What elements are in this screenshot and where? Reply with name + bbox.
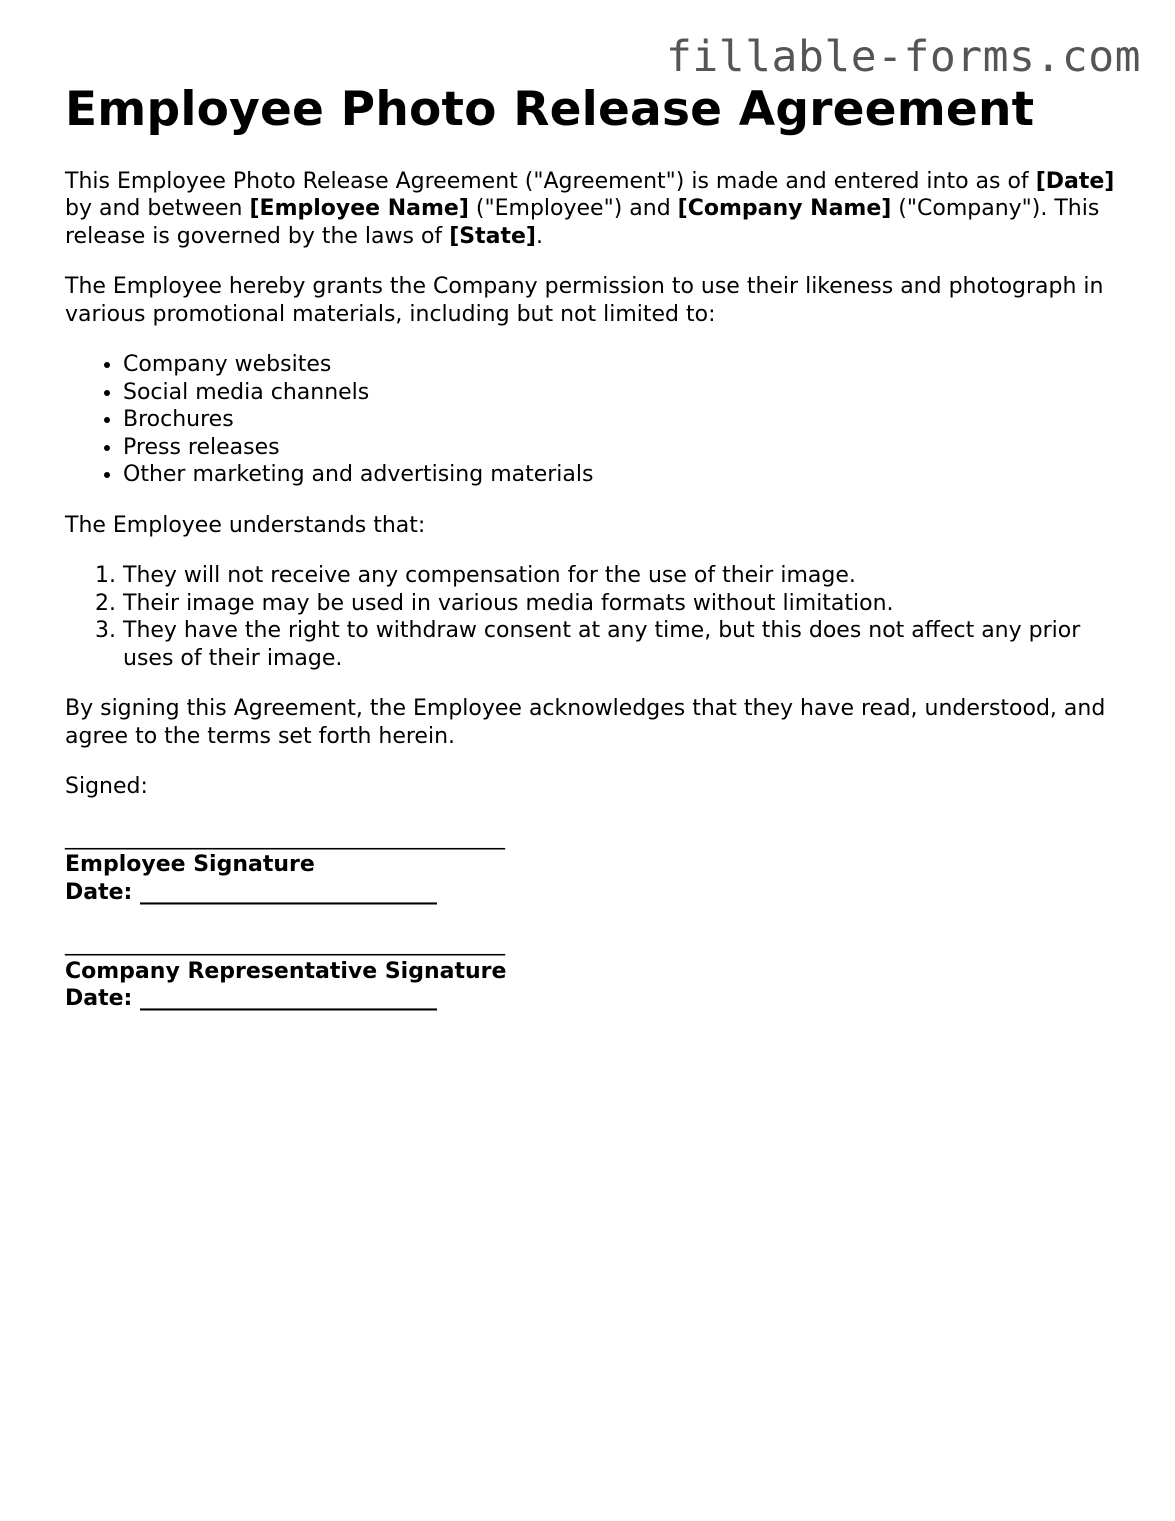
page-title: Employee Photo Release Agreement: [65, 82, 1035, 137]
employee-signature-label: Employee Signature: [65, 852, 315, 878]
acknowledgement-paragraph: By signing this Agreement, the Employee acknowledges that they have read, understood, and agree to the terms set forth herein.: [65, 696, 1106, 749]
document-page: [65, 84, 1115, 1037]
employee-signature-line[interactable]: ________________________________________: [65, 824, 505, 850]
company-date-label: Date:: [65, 986, 141, 1012]
list-item: • Brochures: [123, 406, 1115, 434]
intro-text-2: by and between: [65, 196, 250, 222]
watermark-logo: fillable-forms.com: [666, 32, 1141, 82]
list-item: • Other marketing and advertising materials: [123, 461, 1115, 489]
company-date-line[interactable]: ___________________________: [140, 986, 438, 1012]
list-item: • Company websites: [123, 351, 1115, 379]
understands-heading: The Employee understands that:: [65, 512, 426, 538]
employee-date-label: Date:: [65, 879, 141, 905]
state-placeholder: [State]: [449, 223, 536, 249]
uses-list: [65, 351, 1115, 489]
company-date-row: [65, 985, 1115, 1013]
list-item: 2. Their image may be used in various media formats without limitation.: [123, 590, 1115, 618]
employee-date-line[interactable]: ___________________________: [140, 879, 438, 905]
company-signature-line[interactable]: ________________________________________: [65, 931, 505, 957]
intro-text-4: ("Company"). This release is governed by the laws of: [65, 196, 1100, 249]
date-placeholder: [Date]: [1035, 168, 1115, 194]
employee-signature-block: [65, 824, 1115, 907]
list-item: • Social media channels: [123, 379, 1115, 407]
intro-paragraph: [65, 168, 1115, 251]
intro-text-5: .: [535, 223, 543, 249]
understands-list: [65, 562, 1115, 672]
list-item: 3. They have the right to withdraw consent at any time, but this does not affect any prior uses of their image.: [123, 617, 1115, 672]
grant-paragraph: The Employee hereby grants the Company permission to use their likeness and photograph in various promotional materials, including but not limited to:: [65, 274, 1104, 327]
signed-label: Signed:: [65, 774, 148, 800]
employee-name-placeholder: [Employee Name]: [249, 196, 469, 222]
list-item: 1. They will not receive any compensation for the use of their image.: [123, 562, 1115, 590]
company-signature-block: [65, 930, 1115, 1013]
list-item: • Press releases: [123, 434, 1115, 462]
company-name-placeholder: [Company Name]: [677, 196, 892, 222]
intro-text-3: ("Employee") and: [468, 196, 678, 222]
company-signature-label: Company Representative Signature: [65, 958, 507, 984]
employee-date-row: [65, 879, 1115, 907]
intro-text-1: This Employee Photo Release Agreement ("Agreement") is made and entered into as of: [65, 168, 1036, 194]
